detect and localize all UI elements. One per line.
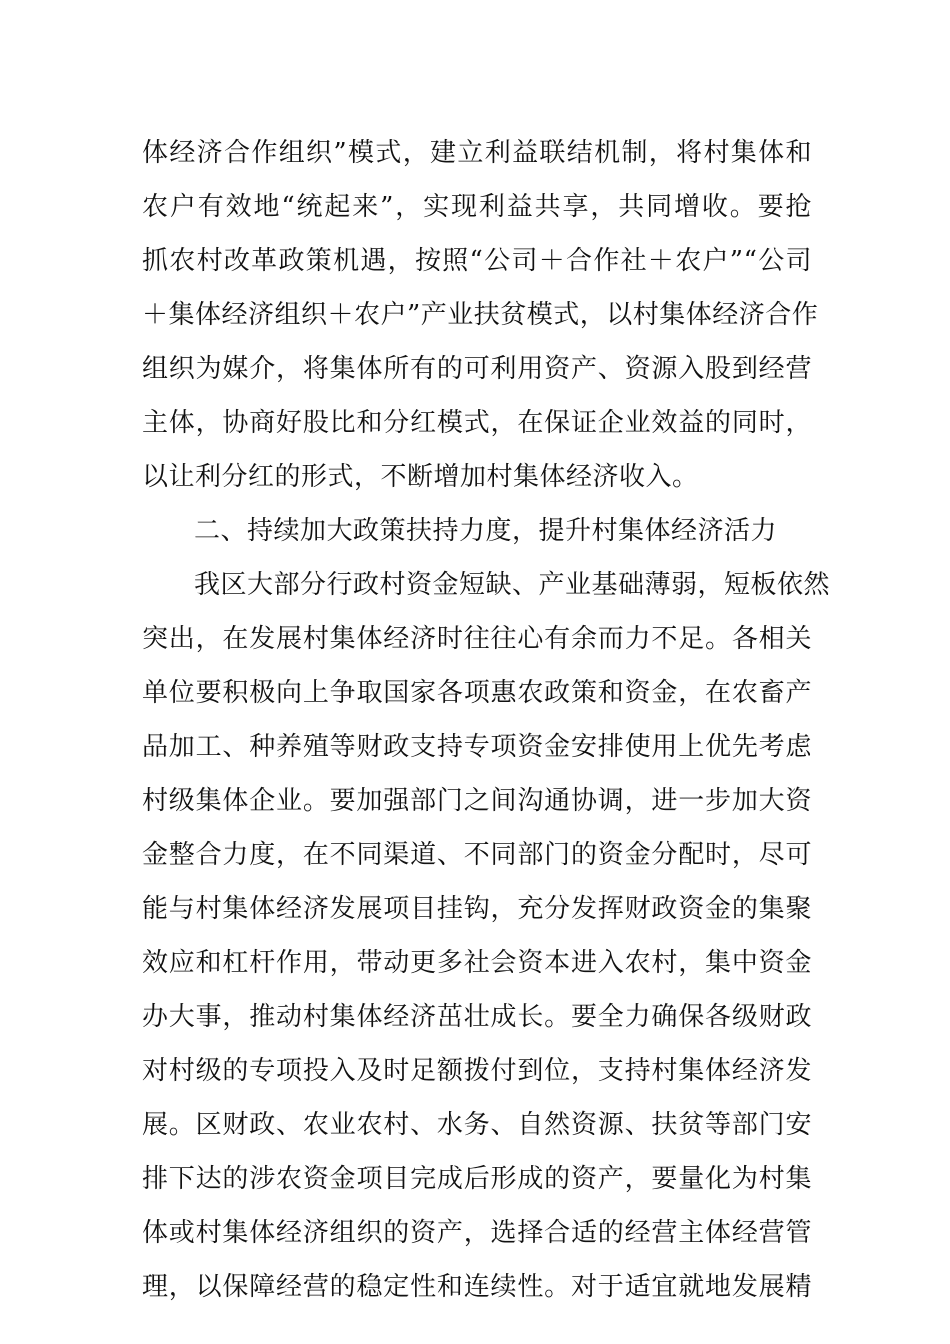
section-heading: 二、持续加大政策扶持力度，提升村集体经济活力	[194, 516, 778, 546]
text-line: 我区大部分行政村资金短缺、产业基础薄弱，短板依然	[194, 570, 831, 600]
text-line: 效应和杠杆作用，带动更多社会资本进入农村，集中资金	[142, 948, 812, 978]
text-line: 对村级的专项投入及时足额拨付到位，支持村集体经济发	[142, 1056, 812, 1086]
text-line: 抓农村改革政策机遇，按照“公司＋合作社＋农户”“公司	[142, 246, 812, 276]
text-line: 单位要积极向上争取国家各项惠农政策和资金，在农畜产	[142, 678, 812, 708]
text-line: 品加工、种养殖等财政支持专项资金安排使用上优先考虑	[142, 732, 812, 762]
text-line: 以让利分红的形式，不断增加村集体经济收入。	[142, 462, 699, 492]
body-text	[142, 126, 831, 1314]
text-line: 展。区财政、农业农村、水务、自然资源、扶贫等部门安	[142, 1110, 812, 1140]
text-line: 理，以保障经营的稳定性和连续性。对于适宜就地发展精	[142, 1272, 812, 1302]
text-line: 组织为媒介，将集体所有的可利用资产、资源入股到经营	[142, 354, 812, 384]
text-line: 主体，协商好股比和分红模式，在保证企业效益的同时，	[142, 408, 812, 438]
text-line: 办大事，推动村集体经济茁壮成长。要全力确保各级财政	[142, 1002, 812, 1032]
text-line: 村级集体企业。要加强部门之间沟通协调，进一步加大资	[142, 786, 812, 816]
text-line: 突出，在发展村集体经济时往往心有余而力不足。各相关	[142, 624, 812, 654]
text-line: 农户有效地“统起来”，实现利益共享，共同增收。要抢	[142, 192, 812, 222]
text-line: 金整合力度，在不同渠道、不同部门的资金分配时，尽可	[142, 840, 812, 870]
text-line: 能与村集体经济发展项目挂钩，充分发挥财政资金的集聚	[142, 894, 812, 924]
text-line: 体经济合作组织”模式，建立利益联结机制，将村集体和	[142, 138, 812, 168]
text-line: ＋集体经济组织＋农户”产业扶贫模式，以村集体经济合作	[142, 300, 819, 330]
text-line: 排下达的涉农资金项目完成后形成的资产，要量化为村集	[142, 1164, 812, 1194]
text-line: 体或村集体经济组织的资产，选择合适的经营主体经营管	[142, 1218, 812, 1248]
